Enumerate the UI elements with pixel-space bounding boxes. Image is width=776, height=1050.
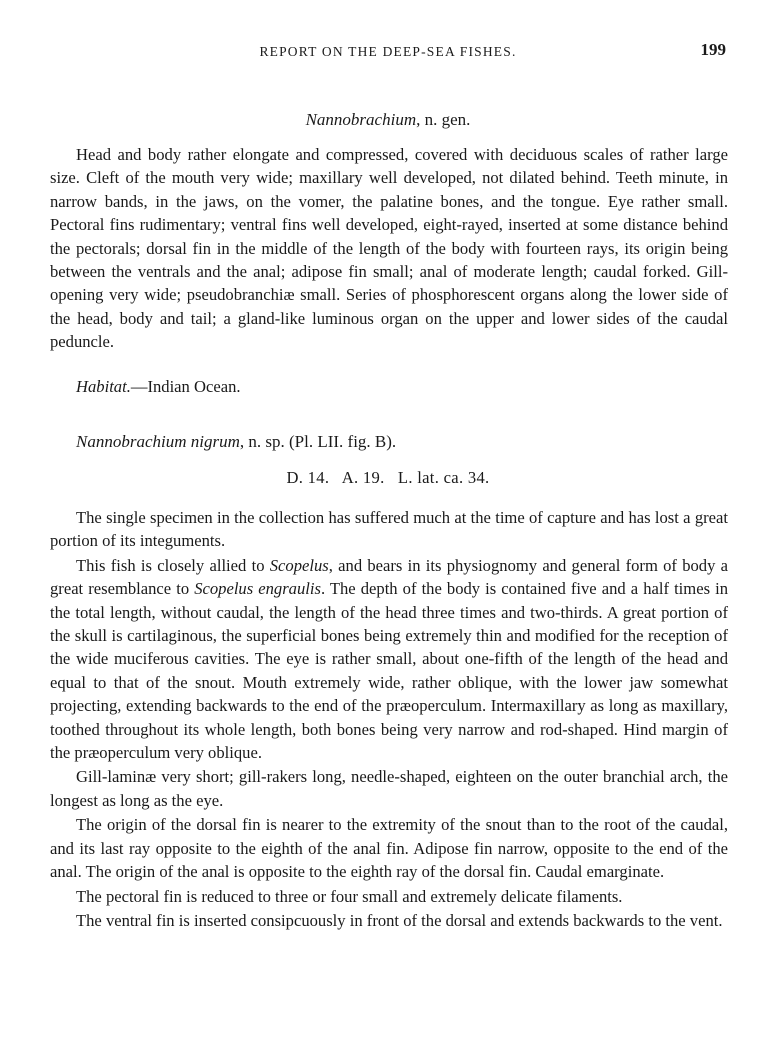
habitat-label: Habitat. xyxy=(76,377,131,396)
species-name: Nannobrachium nigrum xyxy=(76,432,240,451)
paragraph-1: The single specimen in the collection has suffered much at the time of capture and has lost a great portion of its integuments. xyxy=(50,508,728,551)
page-number: 199 xyxy=(700,40,726,59)
fin-formula: D. 14. A. 19. L. lat. ca. 34. xyxy=(286,468,490,487)
paragraph-6: The ventral fin is inserted consipcuously in front of the dorsal and extends backwards to the vent. xyxy=(76,910,723,930)
paragraph-2: This fish is closely allied to Scopelus, and bears in its physiognomy and general form of body a great resemblance to Scopelus engraulis. The depth of the body is contained five and a half times in the total length, without caudal, the length of the head three times and two-thirds. A great portion of the skull is cartilaginous, the superficial bones being extremely thin and modified for the reception of the wide muciferous cavities. The eye is rather small, about one-fifth of the length of the head and equal to that of the snout. Mouth extremely wide, rather oblique, with the lower jaw somewhat projecting, extending backwards to the end of the præoperculum. Intermaxillary as long as maxillary, toothed throughout its whole length, both bones being very narrow and rod-shaped. Hind margin of the præoperculum very oblique. xyxy=(50,555,728,763)
species-description-block xyxy=(50,506,728,933)
paragraph-4: The origin of the dorsal fin is nearer to the extremity of the snout than to the root of the caudal, and its last ray opposite to the eighth of the anal fin. Adipose fin narrow, opposite to the end of the anal. The origin of the anal is opposite to the eighth ray of the dorsal fin. Caudal emarginate. xyxy=(50,815,728,882)
paragraph-5: The pectoral fin is reduced to three or four small and extremely delicate filaments. xyxy=(76,886,623,906)
habitat-block xyxy=(50,375,728,398)
genus-heading xyxy=(0,110,776,130)
habitat-line xyxy=(50,375,728,398)
genus-description-block xyxy=(50,143,728,354)
genus-name: Nannobrachium xyxy=(305,110,417,129)
taxon-scopelus: Scopelus xyxy=(269,555,329,575)
running-title: REPORT ON THE DEEP-SEA FISHES. xyxy=(259,44,517,59)
taxon-scopelus-engraulis: Scopelus engraulis xyxy=(194,579,321,599)
genus-suffix: , n. gen. xyxy=(416,110,471,129)
habitat-value: —Indian Ocean. xyxy=(130,377,241,396)
species-suffix: , n. sp. (Pl. LII. fig. B). xyxy=(239,432,397,451)
species-heading xyxy=(76,432,396,452)
paragraph-3: Gill-laminæ very short; gill-rakers long, needle-shaped, eighteen on the outer branchial arch, the longest as long as the eye. xyxy=(50,767,728,810)
genus-description: Head and body rather elongate and compressed, covered with deciduous scales of rather large size. Cleft of the mouth very wide; maxillary well developed, not dilated behind. Teeth minute, in narrow bands, in the jaws, on the vomer, the palatine bones, and the tongue. Eye rather small. Pectoral fins rudimentary; ventral fins well developed, eight-rayed, inserted at some distance behind the pectorals; dorsal fin in the middle of the length of the body with fourteen rays, its origin being between the ventrals and the anal; adipose fin small; anal of moderate length; caudal forked. Gill-opening very wide; pseudobranchiæ small. Series of phosphorescent organs along the lower side of the head, body and tail; a gland-like luminous organ on the upper and lower sides of the caudal peduncle. xyxy=(50,145,728,352)
